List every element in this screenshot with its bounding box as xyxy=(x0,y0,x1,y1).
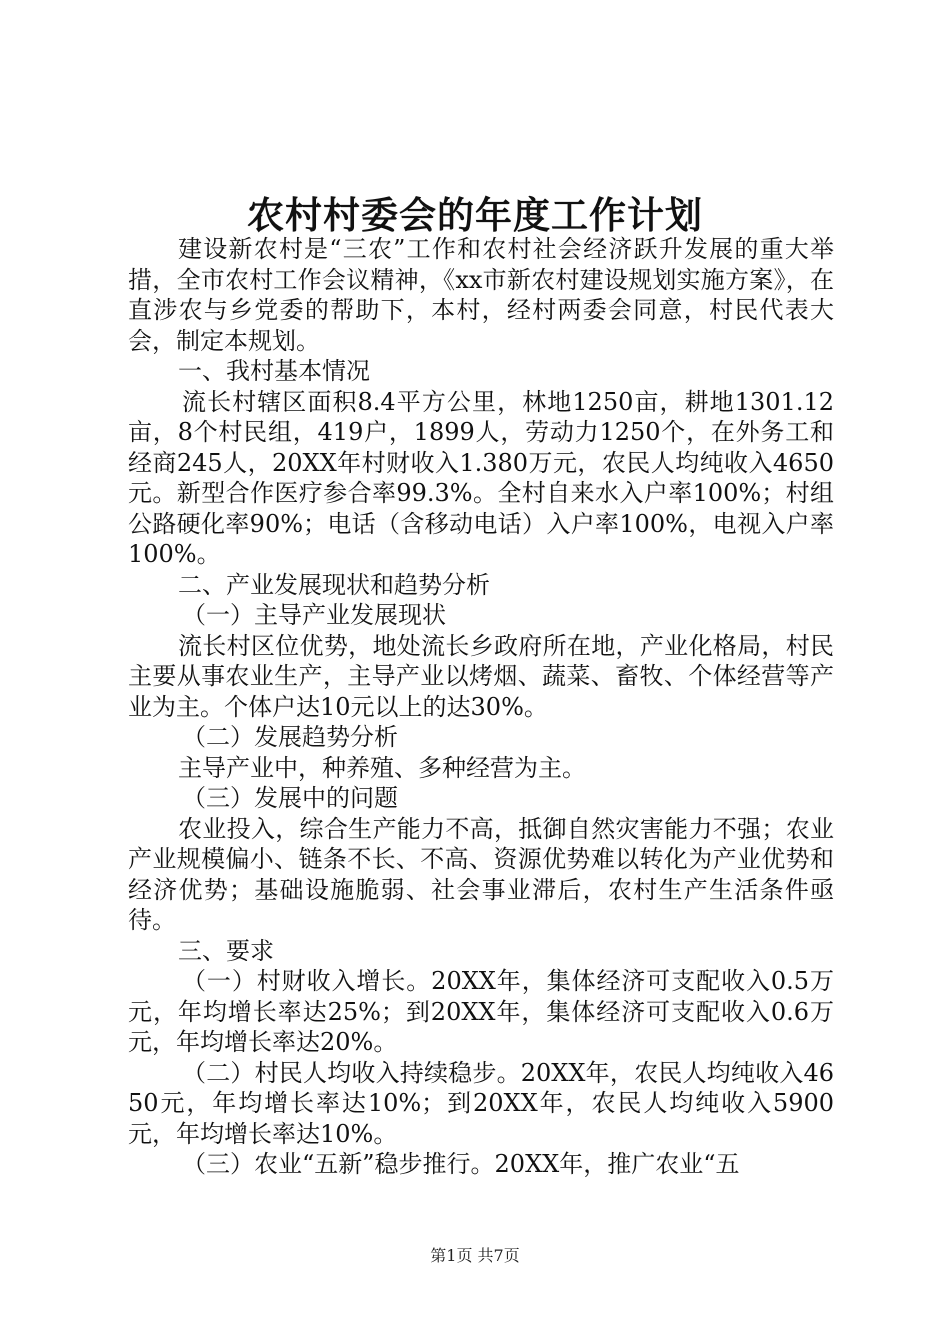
heading-industry-analysis: 二、产业发展现状和趋势分析 xyxy=(178,570,490,599)
subheading-trend: （二）发展趋势分析 xyxy=(182,723,398,751)
paragraph-requirement-2: （二）村民人均收入持续稳步。20XX年，农民人均纯收入4650元，年均增长率达10%；到20XX年，农民人均纯收入5900元，年均增长率达10%。 xyxy=(128,1058,834,1148)
paragraph-trend: 主导产业中，种养殖、多种经营为主。 xyxy=(178,753,586,782)
document-body xyxy=(128,234,834,1180)
paragraph-basic-situation: 流长村辖区面积8.4平方公里，林地1250亩，耕地1301.12亩，8个村民组，419户，1899人，劳动力1250个，在外务工和经商245人，20XX年村财收入1.380万元，农民人均纯收入4650元。新型合作医疗参合率99.3%。全村自来水入户率100%；村组公路硬化率90%；电话（含移动电话）入户率100%，电视入户率100%。 xyxy=(128,387,834,568)
document-title: 农村村委会的年度工作计划 xyxy=(247,193,703,237)
subheading-main-industry: （一）主导产业发展现状 xyxy=(182,601,446,629)
heading-basic-situation: 一、我村基本情况 xyxy=(178,357,370,385)
paragraph-intro: 建设新农村是“三农”工作和农村社会经济跃升发展的重大举措，全市农村工作会议精神，《xx市新农村建设规划实施方案》，在直涉农与乡党委的帮助下，本村，经村两委会同意，村民代表大会，制定本规划。 xyxy=(128,235,834,355)
paragraph-requirement-1: （一）村财收入增长。20XX年，集体经济可支配收入0.5万元，年均增长率达25%；到20XX年，集体经济可支配收入0.6万元，年均增长率达20%。 xyxy=(128,967,834,1056)
heading-requirements: 三、要求 xyxy=(178,936,274,965)
paragraph-problems: 农业投入，综合生产能力不高，抵御自然灾害能力不强；农业产业规模偏小、链条不长、不高、资源优势难以转化为产业优势和经济优势；基础设施脆弱、社会事业滞后，农村生产生活条件亟待。 xyxy=(128,814,834,934)
paragraph-requirement-3: （三）农业“五新”稳步推行。20XX年，推广农业“五 xyxy=(182,1150,740,1178)
paragraph-main-industry: 流长村区位优势，地处流长乡政府所在地，产业化格局，村民主要从事农业生产，主导产业以烤烟、蔬菜、畜牧、个体经营等产业为主。个体户达10元以上的达30%。 xyxy=(128,631,834,721)
page-number: 第1页 共7页 xyxy=(430,1246,520,1265)
subheading-problems: （三）发展中的问题 xyxy=(182,784,398,812)
